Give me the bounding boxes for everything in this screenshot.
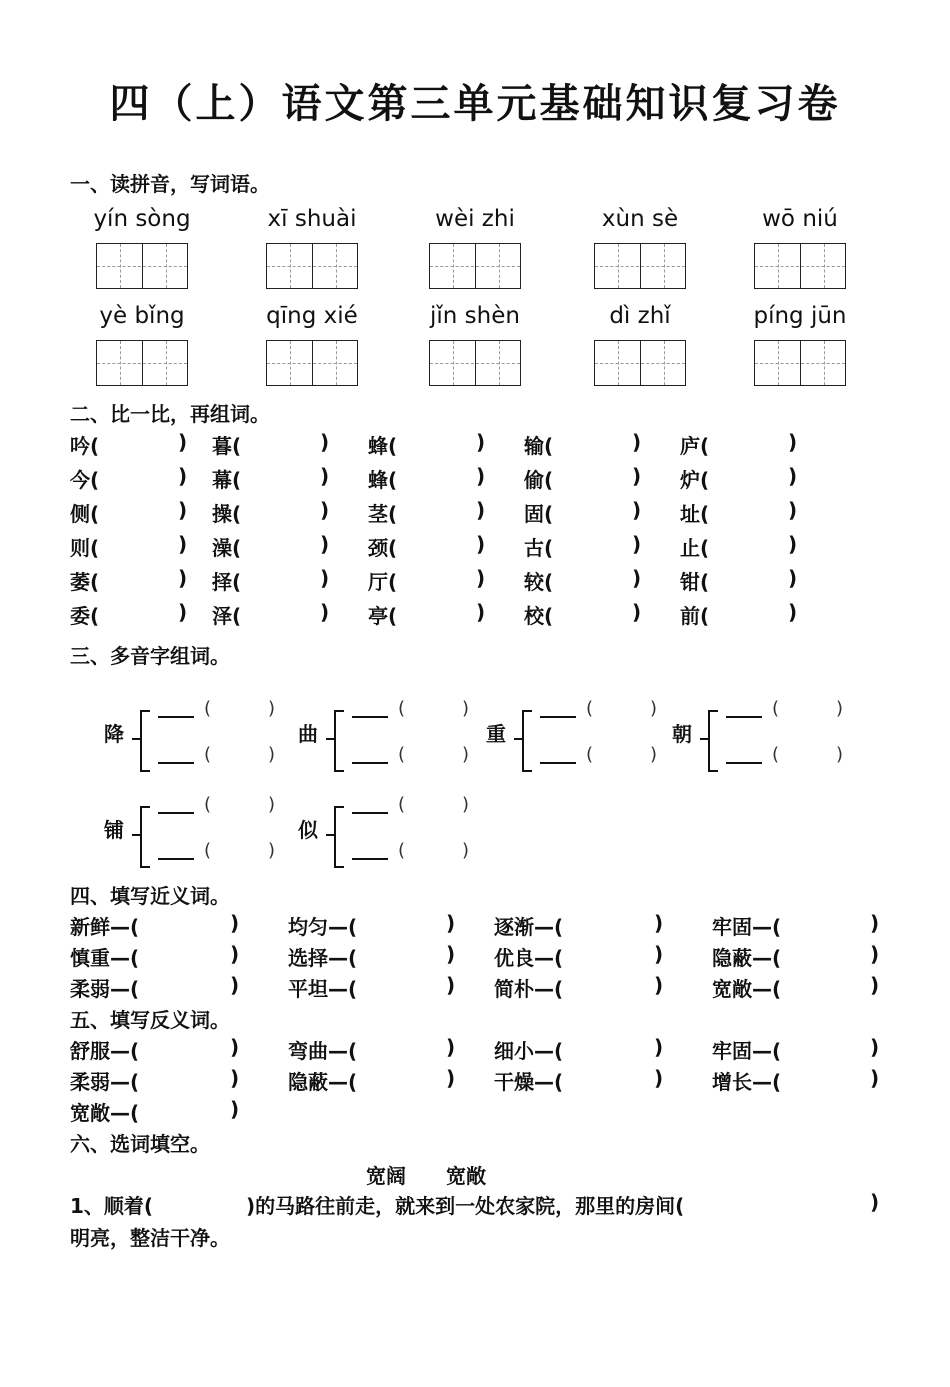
compare-char: 钳( (680, 570, 710, 594)
compare-char: 厅( (368, 570, 398, 594)
word-close-paren: ) (654, 973, 664, 997)
brace-icon (334, 806, 344, 868)
word-item: 优良—( (494, 946, 564, 970)
compare-char: 庐( (680, 434, 710, 458)
brace-icon (334, 710, 344, 772)
polyphone-char: 似 (298, 818, 318, 842)
close-paren: ) (268, 744, 276, 765)
answer-line[interactable] (726, 716, 762, 718)
close-paren: ) (836, 698, 844, 719)
close-paren: ) (462, 698, 470, 719)
brace-icon (140, 806, 150, 868)
word-item: 柔弱—( (70, 977, 140, 1001)
pinyin-label: xùn sè (601, 206, 679, 232)
brace-tick (326, 834, 334, 836)
close-paren: ) (268, 794, 276, 815)
open-paren: ( (398, 794, 406, 815)
compare-char: 炉( (680, 468, 710, 492)
answer-box[interactable] (96, 340, 188, 386)
section-1-heading: 一、读拼音，写词语。 (70, 172, 270, 196)
answer-box[interactable] (96, 243, 188, 289)
word-item: 细小—( (494, 1039, 564, 1063)
compare-char: 偷( (524, 468, 554, 492)
compare-close-paren: ) (788, 430, 798, 454)
compare-char: 委( (70, 604, 100, 628)
open-paren: ( (772, 698, 780, 719)
section-5-heading: 五、填写反义词。 (70, 1008, 230, 1032)
compare-char: 侧( (70, 502, 100, 526)
section-2-heading: 二、比一比，再组词。 (70, 402, 270, 426)
word-item: 宽敞—( (712, 977, 782, 1001)
pinyin-label: qīng xié (266, 303, 358, 329)
brace-tick (132, 834, 140, 836)
answer-line[interactable] (158, 858, 194, 860)
answer-line[interactable] (352, 716, 388, 718)
fill-question-1-part3: 明亮，整洁干净。 (70, 1226, 230, 1250)
pinyin-label: yè bǐng (99, 303, 185, 329)
fill-question-1-close: ) (870, 1190, 880, 1214)
brace-icon (708, 710, 718, 772)
word-close-paren: ) (230, 911, 240, 935)
answer-box[interactable] (266, 243, 358, 289)
word-item: 平坦—( (288, 977, 358, 1001)
compare-char: 茎( (368, 502, 398, 526)
compare-char: 择( (212, 570, 242, 594)
fill-question-1-part1: 1、顺着( (70, 1194, 154, 1218)
compare-char: 蜂( (368, 434, 398, 458)
compare-char: 止( (680, 536, 710, 560)
close-paren: ) (268, 698, 276, 719)
compare-char: 前( (680, 604, 710, 628)
compare-close-paren: ) (788, 532, 798, 556)
compare-close-paren: ) (476, 498, 486, 522)
close-paren: ) (836, 744, 844, 765)
answer-line[interactable] (540, 716, 576, 718)
answer-box[interactable] (266, 340, 358, 386)
compare-close-paren: ) (476, 532, 486, 556)
compare-char: 今( (70, 468, 100, 492)
word-item: 隐蔽—( (712, 946, 782, 970)
open-paren: ( (204, 698, 212, 719)
section-6-heading: 六、选词填空。 (70, 1132, 210, 1156)
compare-char: 暮( (212, 434, 242, 458)
compare-close-paren: ) (178, 600, 188, 624)
compare-char: 较( (524, 570, 554, 594)
open-paren: ( (398, 744, 406, 765)
answer-box[interactable] (594, 243, 686, 289)
brace-icon (522, 710, 532, 772)
compare-close-paren: ) (320, 464, 330, 488)
compare-char: 蜂( (368, 468, 398, 492)
compare-close-paren: ) (476, 600, 486, 624)
compare-close-paren: ) (632, 566, 642, 590)
compare-close-paren: ) (632, 464, 642, 488)
word-item: 隐蔽—( (288, 1070, 358, 1094)
compare-char: 亭( (368, 604, 398, 628)
compare-close-paren: ) (788, 600, 798, 624)
compare-close-paren: ) (476, 464, 486, 488)
brace-tick (514, 738, 522, 740)
word-close-paren: ) (654, 911, 664, 935)
word-close-paren: ) (654, 1066, 664, 1090)
answer-line[interactable] (540, 762, 576, 764)
page-title: 四（上）语文第三单元基础知识复习卷 (109, 81, 841, 127)
answer-line[interactable] (352, 812, 388, 814)
word-close-paren: ) (230, 942, 240, 966)
compare-close-paren: ) (320, 566, 330, 590)
compare-char: 颈( (368, 536, 398, 560)
word-item: 牢固—( (712, 915, 782, 939)
compare-close-paren: ) (788, 566, 798, 590)
word-close-paren: ) (230, 1035, 240, 1059)
open-paren: ( (204, 840, 212, 861)
pinyin-label: jǐn shèn (430, 303, 520, 329)
compare-close-paren: ) (320, 430, 330, 454)
word-close-paren: ) (870, 1066, 880, 1090)
compare-char: 吟( (70, 434, 100, 458)
word-close-paren: ) (230, 973, 240, 997)
close-paren: ) (650, 744, 658, 765)
word-close-paren: ) (870, 1035, 880, 1059)
compare-char: 萎( (70, 570, 100, 594)
word-item: 弯曲—( (288, 1039, 358, 1063)
section-4-heading: 四、填写近义词。 (70, 884, 230, 908)
polyphone-char: 降 (104, 722, 124, 746)
compare-close-paren: ) (476, 566, 486, 590)
compare-close-paren: ) (632, 600, 642, 624)
word-close-paren: ) (446, 1035, 456, 1059)
compare-char: 则( (70, 536, 100, 560)
compare-close-paren: ) (476, 430, 486, 454)
open-paren: ( (204, 744, 212, 765)
word-close-paren: ) (446, 973, 456, 997)
compare-char: 古( (524, 536, 554, 560)
answer-line[interactable] (158, 812, 194, 814)
compare-close-paren: ) (178, 532, 188, 556)
polyphone-char: 曲 (298, 722, 318, 746)
pinyin-label: wèi zhi (435, 206, 515, 232)
open-paren: ( (398, 698, 406, 719)
compare-close-paren: ) (320, 532, 330, 556)
word-choices: 宽阔 宽敞 (366, 1164, 486, 1188)
brace-icon (140, 710, 150, 772)
word-item: 柔弱—( (70, 1070, 140, 1094)
compare-char: 输( (524, 434, 554, 458)
word-item: 慎重—( (70, 946, 140, 970)
word-item: 逐渐—( (494, 915, 564, 939)
close-paren: ) (462, 744, 470, 765)
word-item: 增长—( (712, 1070, 782, 1094)
compare-close-paren: ) (632, 532, 642, 556)
pinyin-label: xī shuài (267, 206, 357, 232)
word-close-paren: ) (446, 942, 456, 966)
close-paren: ) (462, 794, 470, 815)
close-paren: ) (650, 698, 658, 719)
polyphone-char: 铺 (104, 818, 124, 842)
open-paren: ( (772, 744, 780, 765)
answer-box[interactable] (594, 340, 686, 386)
word-item: 舒服—( (70, 1039, 140, 1063)
answer-box[interactable] (429, 340, 521, 386)
open-paren: ( (586, 698, 594, 719)
word-close-paren: ) (230, 1066, 240, 1090)
answer-line[interactable] (726, 762, 762, 764)
word-item: 宽敞—( (70, 1101, 140, 1125)
compare-char: 泽( (212, 604, 242, 628)
compare-close-paren: ) (320, 600, 330, 624)
compare-close-paren: ) (178, 430, 188, 454)
compare-close-paren: ) (178, 566, 188, 590)
word-close-paren: ) (870, 942, 880, 966)
word-close-paren: ) (654, 1035, 664, 1059)
answer-box[interactable] (754, 340, 846, 386)
pinyin-label: wō niú (762, 206, 838, 232)
pinyin-label: píng jūn (753, 303, 847, 329)
open-paren: ( (586, 744, 594, 765)
compare-char: 澡( (212, 536, 242, 560)
compare-char: 操( (212, 502, 242, 526)
compare-char: 校( (524, 604, 554, 628)
section-3-heading: 三、多音字组词。 (70, 644, 230, 668)
close-paren: ) (462, 840, 470, 861)
compare-close-paren: ) (788, 464, 798, 488)
brace-tick (326, 738, 334, 740)
word-item: 简朴—( (494, 977, 564, 1001)
compare-close-paren: ) (178, 464, 188, 488)
compare-close-paren: ) (632, 498, 642, 522)
compare-close-paren: ) (320, 498, 330, 522)
pinyin-label: yín sòng (93, 206, 191, 232)
close-paren: ) (268, 840, 276, 861)
answer-box[interactable] (429, 243, 521, 289)
word-close-paren: ) (870, 973, 880, 997)
polyphone-char: 重 (486, 722, 506, 746)
word-item: 牢固—( (712, 1039, 782, 1063)
compare-close-paren: ) (632, 430, 642, 454)
open-paren: ( (398, 840, 406, 861)
open-paren: ( (204, 794, 212, 815)
word-close-paren: ) (446, 1066, 456, 1090)
brace-tick (132, 738, 140, 740)
word-item: 新鲜—( (70, 915, 140, 939)
word-close-paren: ) (870, 911, 880, 935)
word-item: 干燥—( (494, 1070, 564, 1094)
answer-box[interactable] (754, 243, 846, 289)
word-close-paren: ) (230, 1097, 240, 1121)
fill-question-1-part2: )的马路往前走，就来到一处农家院，那里的房间( (246, 1194, 685, 1218)
word-item: 均匀—( (288, 915, 358, 939)
answer-line[interactable] (352, 762, 388, 764)
word-close-paren: ) (446, 911, 456, 935)
polyphone-char: 朝 (672, 722, 692, 746)
answer-line[interactable] (352, 858, 388, 860)
compare-char: 幕( (212, 468, 242, 492)
compare-close-paren: ) (788, 498, 798, 522)
word-item: 选择—( (288, 946, 358, 970)
answer-line[interactable] (158, 762, 194, 764)
answer-line[interactable] (158, 716, 194, 718)
pinyin-label: dì zhǐ (609, 303, 671, 329)
compare-close-paren: ) (178, 498, 188, 522)
word-close-paren: ) (654, 942, 664, 966)
compare-char: 固( (524, 502, 554, 526)
brace-tick (700, 738, 708, 740)
compare-char: 址( (680, 502, 710, 526)
